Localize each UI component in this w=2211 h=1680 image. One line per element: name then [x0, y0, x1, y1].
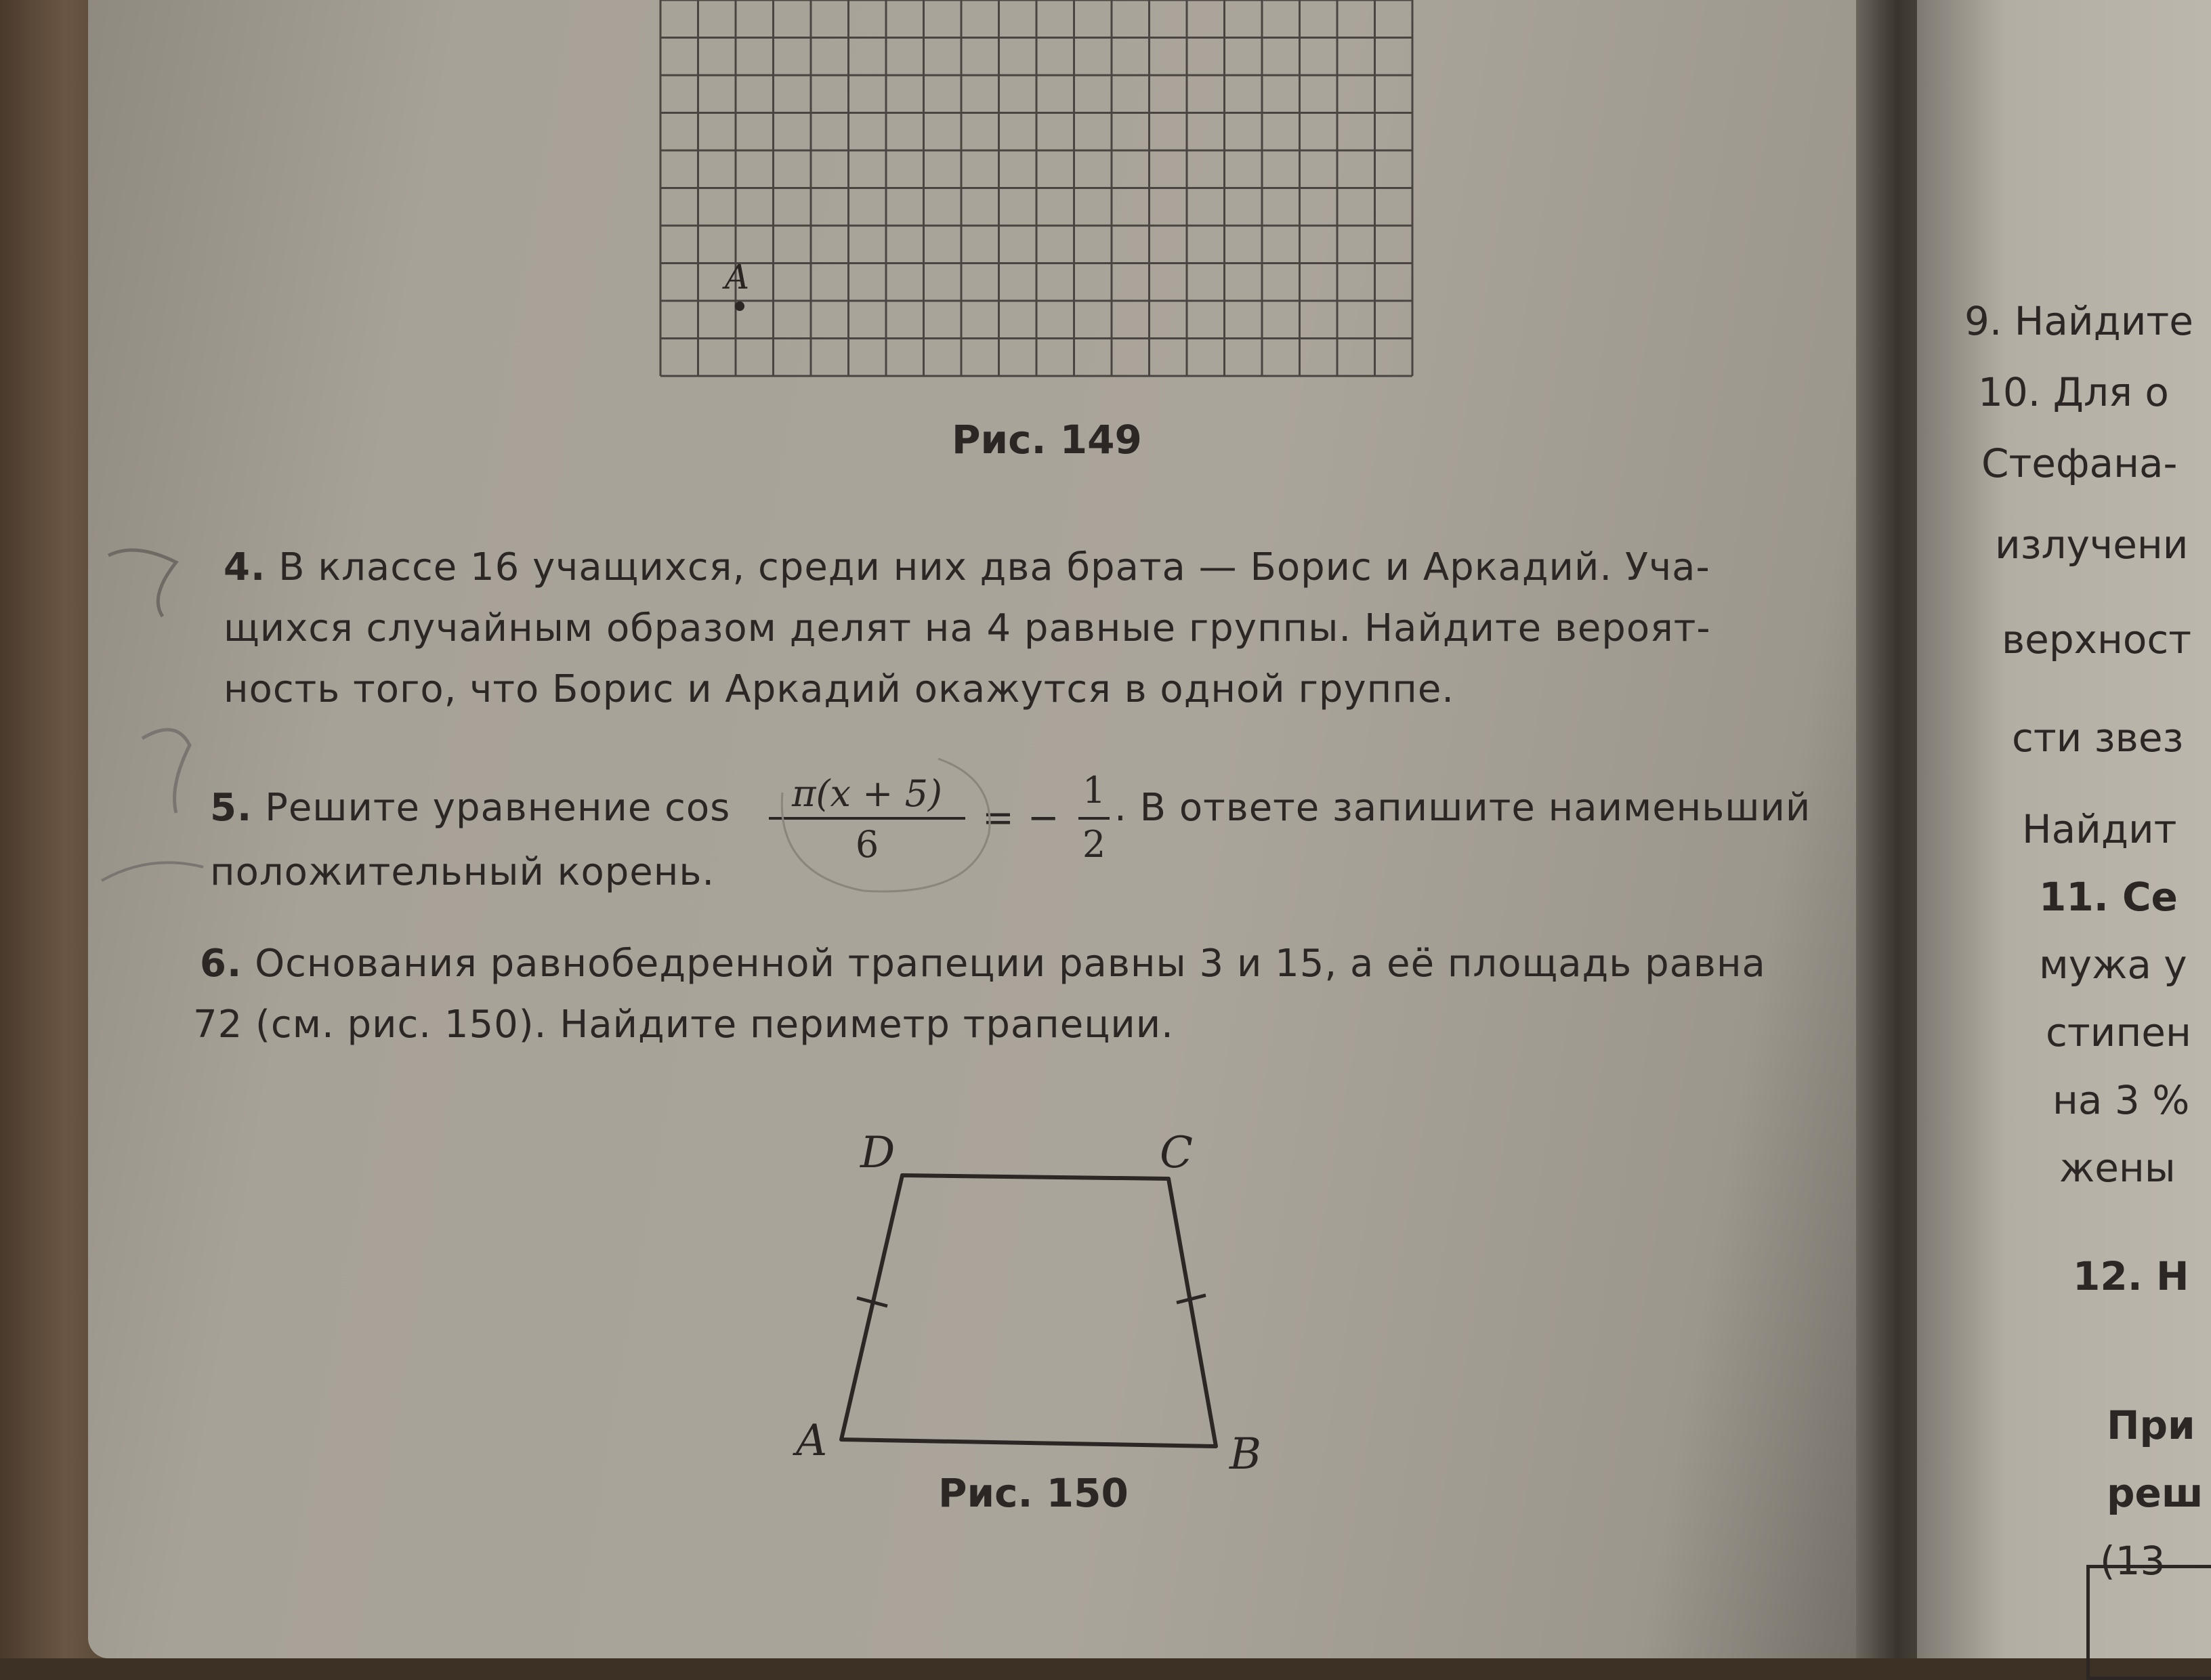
- right-line-12: 12. Н: [2073, 1253, 2189, 1299]
- vertex-label-d: D: [860, 1128, 896, 1178]
- problem5-text-after: . В ответе запишите наименьший: [1114, 786, 1811, 830]
- right-box-line2: реш: [2107, 1470, 2204, 1516]
- problem5-equals: = −: [982, 796, 1060, 840]
- problem4-text-1: В классе 16 учащихся, среди них два брата — Борис и Аркадий. Уча-: [278, 545, 1710, 589]
- right-line-10c: излучени: [1995, 522, 2189, 568]
- pencil-check-marks: [95, 515, 264, 894]
- vertex-label-a: A: [796, 1416, 828, 1466]
- right-line-10f: Найдит: [2022, 806, 2177, 852]
- problem5-number: 5.: [210, 786, 253, 830]
- right-line-10b: Стефана-: [1981, 440, 2178, 486]
- right-line-11: 11. Се: [2039, 874, 2178, 920]
- problem5-line1-start: [210, 786, 730, 830]
- point-a-dot: [735, 301, 744, 311]
- grid-point-label: A: [725, 257, 750, 297]
- right-line-10: 10. Для о: [1978, 369, 2169, 415]
- fig150-trapezoid-figure: [779, 1138, 1253, 1477]
- fig150-caption: Рис. 150: [938, 1470, 1129, 1516]
- problem4-number: 4.: [224, 545, 266, 589]
- problem4-line3: ность того, что Борис и Аркадий окажутся в одной группе.: [224, 667, 1455, 711]
- pencil-circle-mark: [755, 738, 1006, 901]
- right-line-11b: мужа у: [2039, 942, 2187, 988]
- problem6-line2: 72 (см. рис. 150). Найдите периметр трапеции.: [193, 1003, 1174, 1047]
- vertex-label-c: C: [1160, 1128, 1193, 1178]
- trapezoid-shape: [841, 1175, 1216, 1446]
- problem5-rhs-denominator: 2: [1082, 823, 1106, 866]
- fig149-caption: Рис. 149: [952, 417, 1142, 463]
- problem6-line1: [200, 942, 1766, 986]
- right-line-11e: жены: [2059, 1145, 2176, 1191]
- right-line-11c: стипен: [2046, 1009, 2191, 1055]
- problem5-line2: положительный корень.: [210, 850, 715, 894]
- problem5-text-before: Решите уравнение cos: [265, 786, 731, 830]
- problem5-fraction-denominator: 6: [855, 823, 879, 866]
- problem6-number: 6.: [200, 942, 243, 986]
- problem5-rhs-numerator: 1: [1082, 769, 1106, 812]
- problem6-text-1: Основания равнобедренной трапеции равны 3 и 15, а её площадь равна: [255, 942, 1766, 986]
- right-line-10d: верхност: [2002, 616, 2192, 663]
- problem4-line1: [224, 545, 1710, 589]
- right-line-10e: сти звез: [2012, 715, 2184, 761]
- right-line-9: 9. Найдите: [1964, 298, 2193, 344]
- right-line-11d: на 3 %: [2052, 1077, 2190, 1123]
- problem4-line2: щихся случайным образом делят на 4 равные группы. Найдите вероят-: [224, 606, 1711, 650]
- problem5-fraction-numerator: π(x + 5): [791, 772, 942, 815]
- right-box-line3: (13: [2100, 1538, 2166, 1584]
- fig149-grid: [657, 0, 1423, 393]
- problem5-rhs-bar: [1078, 817, 1110, 820]
- vertex-label-b: B: [1229, 1429, 1262, 1479]
- right-box-line1: При: [2107, 1402, 2195, 1448]
